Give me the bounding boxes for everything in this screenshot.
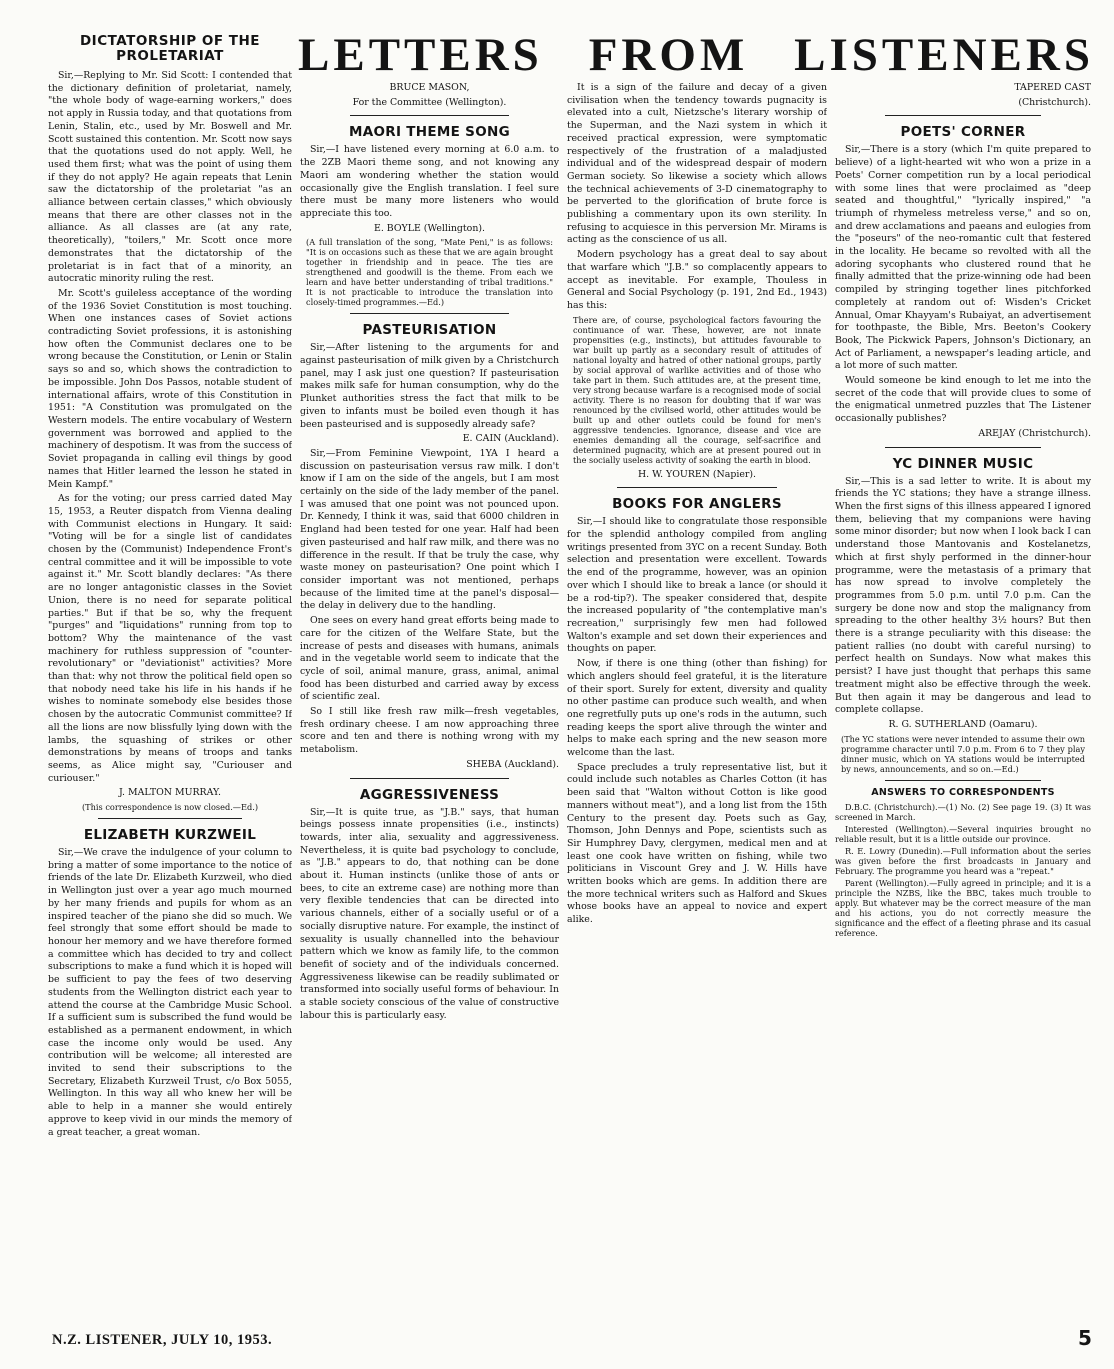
letter-heading-yc-dinner-music: YC DINNER MUSIC	[892, 455, 1034, 472]
masthead-title	[298, 28, 1094, 82]
masthead-word: LETTERS	[298, 29, 543, 81]
letter-paragraph: As for the voting; our press carried dated May 15, 1953, a Reuter dispatch from Vienna dealing with Communist elections in Hungary. It said: "Voting will be for a single list of candidates chosen by the (Communist) Independence Front's central committee and it will be impossible to vote against it." Mr. Scott blandly declares: "As there are no longer antagonistic classes in the Soviet Union, there is no need for separate political parties." But if that be so, why the frequent "purges" and "liquidations" running from top to bottom? Why the maintenance of the vast machinery for ruthless suppression of "counter-revolutionary" or "deviationist" activities? More than that: why not throw the political field open so that nobody need take his life in his hands if he wishes to nominate somebody else besides those chosen by the autocratic Communist committee? If all the lions are now blissfully lying down with the lambs, the squashing of strikes or other demonstrations by means of troops and tanks seems, as Alice might say, "Curiouser and curiouser."	[48, 493, 292, 784]
divider	[617, 487, 777, 488]
answers-heading: ANSWERS TO CORRESPONDENTS	[871, 786, 1055, 798]
masthead-word: LISTENERS	[794, 29, 1094, 81]
letter-signature: E. BOYLE (Wellington).	[374, 222, 485, 234]
answer-item: R. E. Lowry (Dunedin).—Full information about the series was given before the first broadcasts in January and February. The programme you heard was a "repeat."	[835, 846, 1091, 877]
letter-signature: H. W. YOUREN (Napier).	[637, 468, 757, 480]
letter-heading-pasteurisation: PASTEURISATION	[362, 322, 497, 339]
divider	[98, 818, 242, 819]
letter-signature: E. CAIN (Auckland).	[462, 433, 559, 445]
letter-signature-line: For the Committee (Wellington).	[352, 96, 507, 108]
editor-note: (A full translation of the song, "Mate Peni," is as follows: "It is on occasions such as these that we are again brought together in friendship and in peace. The ties are strengthened and goodwill is the theme. From each we learn and have better understanding of tribal traditions." It is not practicable to introduce the translation into closely-timed programmes.—Ed.)	[306, 237, 553, 308]
letter-paragraph: Modern psychology has a great deal to say about that warfare which "J.B." so complacently appears to accept as inevitable. For example, Thouless in General and Social Psychology (p. 191, 2nd Ed., 1943) has this:	[567, 249, 827, 311]
divider	[885, 447, 1041, 448]
quoted-passage: There are, of course, psychological factors favouring the continuance of war. These, however, are not innate propensities (e.g., instincts), but attitudes favourable to war built up partly as a secondary result of attitudes of national loyalty and hatred of other national groups, partly by social approval of warlike activities and of those who take part in them. Such attitudes are, at the present time, very strong because warfare is a recognised mode of social activity. There is no reason for doubting that if war was renounced by the civilised world, other attitudes would be built up and other outlets could be found for men's aggressive tendencies. Ignorance, disease and vice are enemies demanding all the courage, self-sacrifice and determined pugnacity, which are at present poured out in the socially useless activity of soaking the earth in blood.	[573, 314, 821, 465]
divider	[350, 313, 509, 314]
column-3	[567, 82, 827, 1337]
letter-paragraph: Sir,—This is a sad letter to write. It is about my friends the YC stations; they have a strange illness. When the first signs of this illness appeared I ignored them, believing that my companions were having some minor disorder; but now when I look back I can understand those Mantovanis and Kostelanetzs, which at first shyly performed in the dinner-hour programme, were the metastasis of a primary that has now spread to involve completely the programmes from 5.0 p.m. until 7.0 p.m. Can the surgery be done now and stop the malignancy from spreading to the other healthy 3½ hours? But then there is a strange peculiarity with this disease: the patient rallies (no doubt with careful nursing) to perfect health on Sundays. Now what makes this persist? I have just thought that perhaps this same treatment might also be effective through the week. But then again it may be dangerous and lead to complete collapse.	[835, 475, 1091, 716]
answer-item: Parent (Wellington).—Fully agreed in principle; and it is a principle the NZBS, like the BBC, takes much trouble to apply. But whatever may be the correct measure of the man and his actions, you do not correctly measure the significance and the effect of a fleeting phrase and its casual reference.	[835, 878, 1091, 939]
divider	[350, 778, 509, 779]
letter-paragraph: Sir,—We crave the indulgence of your column to bring a matter of some importance to the notice of friends of the late Dr. Elizabeth Kurzweil, who died in Wellington just over a year ago much mourned by her many friends and pupils for whom as an inspired teacher of the piano she did so much. We feel strongly that some effort should be made to honour her memory and we have therefore formed a committee which has decided to try and collect subscriptions to make a fund which it is hoped will be sufficient to pay the fees of two deserving students from the Wellington district each year to attend the course at the Cambridge Music School. If a sufficient sum is subscribed the fund would be established as a permanent endowment, in which case the income only would be used. Any contribution will be welcome; all interested are invited to send their subscriptions to the Secretary, Elizabeth Kurzweil Trust, c/o Box 5055, Wellington. In this way all who knew her will be able to help in a manner she would entirely approve to keep vivid in our minds the memory of a great teacher, a great woman.	[48, 847, 292, 1138]
letter-paragraph: Sir,—After listening to the arguments for and against pasteurisation of milk given by a Christchurch panel, may I ask just one question? If pasteurisation makes milk safe for human consumption, why do the Plunket authorities stress the fact that milk to be given to infants must be boiled even though it has been pasteurised and is supposedly already safe?	[300, 342, 559, 430]
letter-signature: J. MALTON MURRAY.	[119, 787, 221, 799]
editor-note: (This correspondence is now closed.—Ed.)	[81, 802, 259, 813]
letter-signature: BRUCE MASON,	[389, 82, 470, 93]
letter-paragraph: Space precludes a truly representative list, but it could include such notables as Charles Cotton (it has been said that "Walton without Cotton is like good manners without meat"), and a long list from the 15th Century to the present day. Poets such as Gay, Thomson, John Dennys and Pope, scientists such as Sir Humphrey Davy, clergymen, medical men and at least one cook have written on fishing, while two politicians in Viscount Grey and J. W. Hills have written books which are gems. In addition there are the more technical writers such as Halford and Skues whose books have an appeal to novice and expert alike.	[567, 761, 827, 926]
letter-heading-dictatorship: DICTATORSHIP OF THE PROLETARIAT	[79, 33, 261, 64]
letter-signature: TAPERED CAST	[1014, 82, 1091, 93]
letter-signature-line: (Christchurch).	[1018, 96, 1091, 108]
letter-paragraph: Sir,—There is a story (which I'm quite prepared to believe) of a light-hearted wit who won a prize in a Poets' Corner competition run by a local periodical with some lines that were proclaimed as "deep seated and thoughtful," "lyrically inspired," "a triumph of rhymeless metreless verse," and so on, and drew acclamations and paeans and eulogies from the "poseurs" of the neo-romantic cult that festered in the locality. He became so revolted with all the adoring sycophants who clustered round that he finally admitted that the prize-winning ode had been compiled by stringing together lines pitchforked completely at random out of: Wisden's Cricket Annual, Omar Khayyam's Rubaiyat, an advertisement for toothpaste, the Bible, Mrs. Beeton's Cookery Book, The Pickwick Papers, Johnson's Dictionary, an Act of Parliament, a newspaper's leading article, and a lot more of such matter.	[835, 144, 1091, 372]
divider	[350, 115, 509, 116]
letter-paragraph: Sir,—From Feminine Viewpoint, 1YA I heard a discussion on pasteurisation versus raw milk. I don't know if I am on the side of the angels, but I am most certainly on the side of the lady member of the panel. I was amused that one point was not pounced upon. Dr. Kennedy, I think it was, said that 6000 children in England had been tested for one year. Half had been given pasteurised and half raw milk, and there was no difference in the result. If that be truly the case, why waste money on pasteurisation? One point which I consider important was not mentioned, perhaps because of the limited time at the panel's disposal—the delay in delivery due to the handling.	[300, 447, 559, 612]
answer-item: D.B.C. (Christchurch).—(1) No. (2) See page 19. (3) It was screened in March.	[835, 802, 1091, 823]
letter-heading-aggressiveness: AGGRESSIVENESS	[359, 786, 500, 803]
letter-paragraph: Mr. Scott's guileless acceptance of the wording of the 1936 Soviet Constitution is most touching. When one instances cases of Soviet actions contradicting Soviet professions, it is astonishing how often the Communist declares one to be wrong because the Constitution, or Lenin or Stalin says so and so, which shows the contradiction to be impossible. John Dos Passos, notable student of international affairs, wrote of this Constitution in 1951: "A Constitution was promulgated on the Western models. The entire vocabulary of Western government was borrowed and applied to the machinery of despotism. It was from the success of Soviet propaganda in calling evil things by good names that Hitler learned the lesson he stated in Mein Kampf."	[48, 287, 292, 490]
letter-paragraph: So I still like fresh raw milk—fresh vegetables, fresh ordinary cheese. I am now approaching three score and ten and there is nothing wrong with my metabolism.	[300, 706, 559, 756]
column-4	[835, 82, 1091, 1337]
answer-item: Interested (Wellington).—Several inquiries brought no reliable result, but it is a little outside our province.	[835, 824, 1091, 845]
letter-heading-books-for-anglers: BOOKS FOR ANGLERS	[612, 496, 782, 513]
letter-signature: AREJAY (Christchurch).	[978, 427, 1091, 439]
letter-signature: SHEBA (Auckland).	[466, 758, 559, 770]
letter-heading-poets-corner: POETS' CORNER	[900, 124, 1026, 141]
letter-heading-kurzweil: ELIZABETH KURZWEIL	[83, 827, 257, 844]
letter-paragraph: It is a sign of the failure and decay of a given civilisation when the tendency towards pugnacity is elevated into a cult, Nietzsche's literary worship of the Superman, and the Nazi system in which it received practical expression, were symptomatic respectively of the frustration of a maladjusted individual and of the widespread despair of modern German society. So likewise a society which allows the technical achievements of 3-D cinematography to be perverted to the glorification of brute force is publishing a commentary upon its own sterility. In refusing to acquiesce in this perversion Mr. Mirams is acting as the conscience of us all.	[567, 82, 827, 246]
column-1	[48, 70, 292, 1325]
masthead-word: FROM	[588, 29, 749, 81]
letter-signature: R. G. SUTHERLAND (Oamaru).	[888, 718, 1038, 730]
letter-paragraph: Sir,—It is quite true, as "J.B." says, that human beings possess innate propensities (i.e., instincts) towards, inter alia, sexuality and aggressiveness. Nevertheless, it is quite bad psychology to conclude, as "J.B." appears to do, that nothing can be done about it. Human instincts (unlike those of ants or bees, to cite an extreme case) are nothing more than very flexible tendencies that can be directed into various channels, either of a socially useful or of a socially disruptive nature. For example, the instinct of sexuality is usually channelled into the behaviour pattern which we know as family life, to the common benefit of society and of the individuals concerned. Aggressiveness likewise can be readily sublimated or transformed into socially useful forms of behaviour. In a stable society conscious of the value of constructive labour this is particularly easy.	[300, 806, 559, 1021]
column-2	[300, 82, 559, 1337]
letter-paragraph: One sees on every hand great efforts being made to care for the citizen of the Welfare State, but the increase of pests and diseases with humans, animals and in the vegetable world seem to indicate that the cycle of soil, animal manure, grass, animal, animal food has been disturbed and carried away by excess of scientific zeal.	[300, 615, 559, 703]
letter-paragraph: Sir,—Replying to Mr. Sid Scott: I contended that the dictionary definition of proletariat, namely, "the whole body of wage-earning workers," does not apply in Russia today, and that quotations from Lenin, Stalin, etc., used by Mr. Boswell and Mr. Scott sustained this contention. Mr. Scott now says that the quotations used do not apply. Well, he used them first; what was the point of using them if they do not apply? He again repeats that Lenin saw the dictatorship of the proletariat "as an alliance between certain classes," which obviously means that there are other classes not in the alliance. As all classes are (at any rate, theoretically), "toilers," Mr. Scott once more demonstrates that the dictatorship of the proletariat is in fact that of a minority, an autocratic minority ruling the rest.	[48, 70, 292, 285]
letter-paragraph: Sir,—I should like to congratulate those responsible for the splendid anthology compiled from angling writings presented from 3YC on a recent Sunday. Both selection and presentation were excellent. Towards the end of the programme, however, was an opinion over which I should like to break a lance (or should it be a rod-tip?). The speaker considered that, despite the increased popularity of "the contemplative man's recreation," surprisingly few men had followed Walton's example and set down their experiences and thoughts on paper.	[567, 516, 827, 655]
publication-line: N.Z. LISTENER, JULY 10, 1953.	[52, 1332, 273, 1348]
page-number: 5	[1078, 1326, 1092, 1350]
editor-note: (The YC stations were never intended to assume their own programme character until 7.0 p.m. From 6 to 7 they play dinner music, which on YA stations would be interrupted by news, announcements, and so on.—Ed.)	[841, 733, 1085, 774]
divider	[885, 115, 1041, 116]
letter-heading-maori-theme-song: MAORI THEME SONG	[349, 124, 510, 141]
divider	[885, 780, 1041, 781]
letter-paragraph: Sir,—I have listened every morning at 6.0 a.m. to the 2ZB Maori theme song, and not knowing any Maori am wondering whether the station would occasionally give the English translation. I feel sure there must be many more listeners who would appreciate this too.	[300, 144, 559, 219]
letter-paragraph: Now, if there is one thing (other than fishing) for which anglers should feel grateful, it is the literature of their sport. Surely for extent, diversity and quality no other pastime can produce such wealth, and when one regretfully puts up one's rods in the autumn, such reading keeps the sport alive through the winter and helps to make each spring and the new season more welcome than the last.	[567, 658, 827, 759]
letter-paragraph: Would someone be kind enough to let me into the secret of the code that will provide clues to some of the enigmatical unmetred puzzles that The Listener occasionally publishes?	[835, 375, 1091, 425]
